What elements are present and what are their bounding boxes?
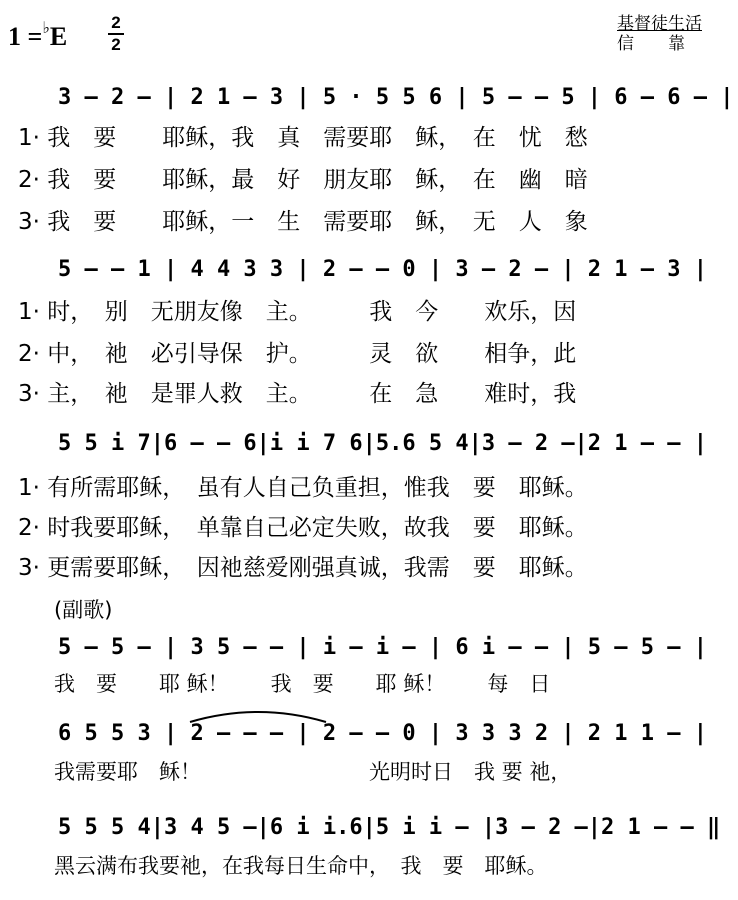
chorus-system-1-notation: 5 — 5 — | 3 5 — — | i — i — | 6 i — — | 5 — 5 — | xyxy=(58,635,708,660)
time-signature xyxy=(108,14,124,54)
time-signature-bottom: 2 xyxy=(111,35,121,54)
system-1-verse-2: 2· 我 要 耶稣，最 好 朋友耶 稣， 在 幽 暗 xyxy=(18,167,588,193)
flat-icon: ♭ xyxy=(42,20,50,37)
chorus-system-2-notation: 6 5 5 3 | 2 — — — | 2 — — 0 | 3 3 3 2 | 2 1 1 — | xyxy=(58,721,708,746)
system-3-verse-2: 2· 时我要耶稣， 单靠自己必定失败，故我 要 耶稣。 xyxy=(18,515,588,541)
key-note: E xyxy=(49,22,68,51)
system-2-notation: 5 — — 1 | 4 4 3 3 | 2 — — 0 | 3 — 2 — | 2 1 — 3 | xyxy=(58,257,708,282)
chorus-system-1-lyrics: 我 要 耶 稣！ 我 要 耶 稣！ 每 日 xyxy=(54,672,551,696)
system-2-verse-1: 1· 时， 别 无朋友像 主。 我 今 欢乐，因 xyxy=(18,299,577,325)
system-1-verse-1: 1· 我 要 耶稣，我 真 需要耶 稣， 在 忧 愁 xyxy=(18,125,588,151)
time-signature-top: 2 xyxy=(111,13,121,32)
system-3-verse-3: 3· 更需要耶稣， 因祂慈爱刚强真诚，我需 要 耶稣。 xyxy=(18,555,588,581)
chorus-system-3-lyrics: 黑云满布我要祂，在我每日生命中， 我 要 耶稣。 xyxy=(54,854,548,878)
chorus-label: (副歌) xyxy=(54,598,113,622)
key-signature xyxy=(8,22,67,52)
system-2-verse-3: 3· 主， 祂 是罪人救 主。 在 急 难时，我 xyxy=(18,381,577,407)
song-title: 信 靠 xyxy=(617,34,685,54)
key-label: 1 = xyxy=(8,22,43,51)
system-1-notation: 3 — 2 — | 2 1 — 3 | 5 · 5 5 6 | 5 — — 5 | 6 — 6 — | xyxy=(58,85,734,110)
credits xyxy=(617,14,702,54)
system-3-verse-1: 1· 有所需耶稣， 虽有人自己负重担，惟我 要 耶稣。 xyxy=(18,475,588,501)
source-credit: 基督徒生活 xyxy=(617,14,702,34)
chorus-system-2-lyrics: 我需要耶 稣！ 光明时日 我 要 祂， xyxy=(54,760,572,784)
chorus-system-3-notation: 5 5 5 4|3 4 5 —|6 i i.6|5 i i — |3 — 2 —|2 1 — — ‖ xyxy=(58,815,721,840)
system-3-notation: 5 5 i 7|6 — — 6|i i 7 6|5.6 5 4|3 — 2 —|2 1 — — | xyxy=(58,431,708,456)
system-1-verse-3: 3· 我 要 耶稣，一 生 需要耶 稣， 无 人 象 xyxy=(18,209,588,235)
system-2-verse-2: 2· 中， 祂 必引导保 护。 灵 欲 相争，此 xyxy=(18,341,577,367)
